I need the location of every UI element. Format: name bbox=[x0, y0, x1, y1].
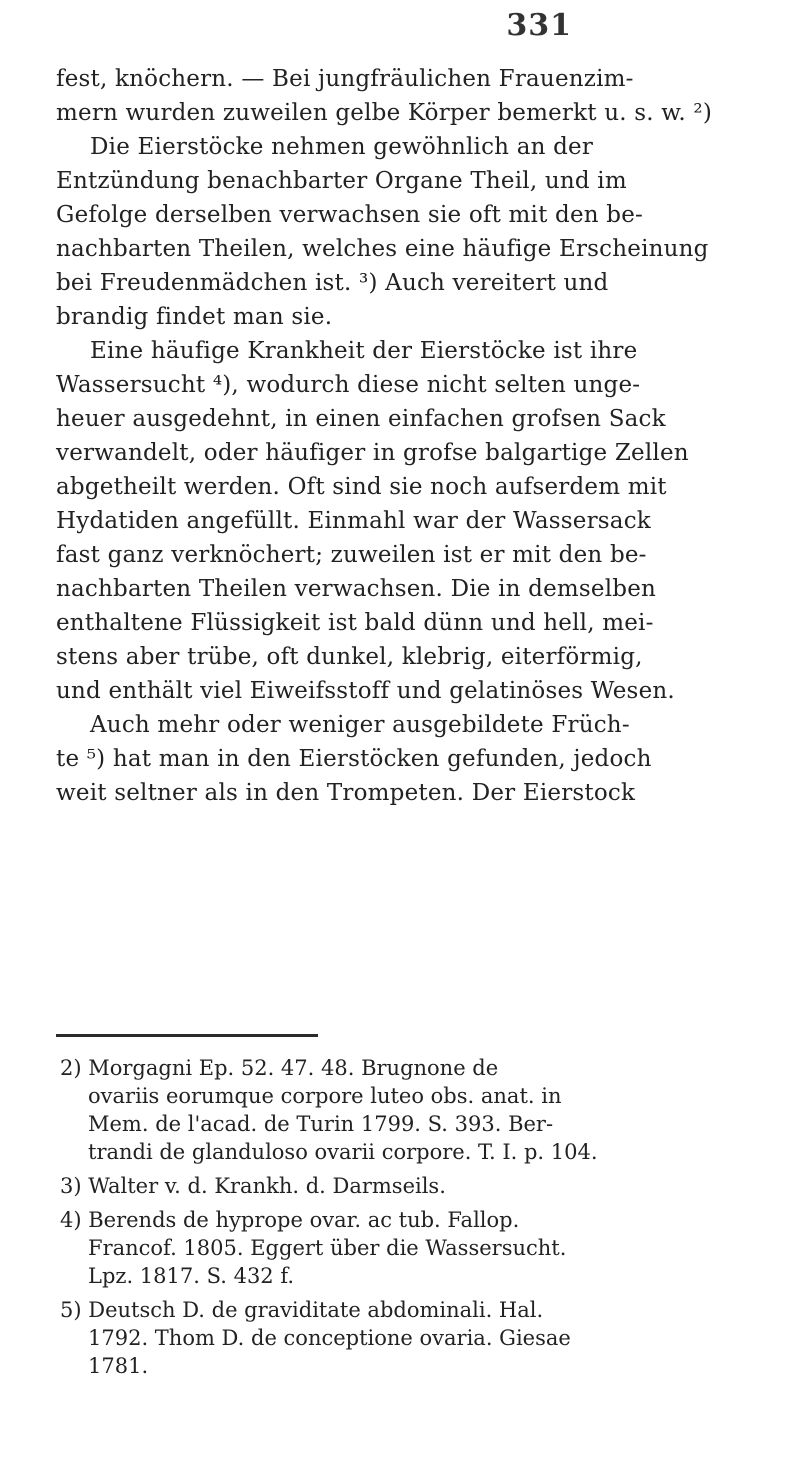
text-line: fast ganz verknöchert; zuweilen ist er mit den be- bbox=[56, 542, 647, 568]
text-line: bei Freudenmädchen ist. ³) Auch vereitert und bbox=[56, 270, 609, 296]
main-text bbox=[56, 62, 756, 810]
footnote-line: 2) Morgagni Ep. 52. 47. 48. Brugnone de bbox=[60, 1056, 499, 1080]
footnote bbox=[60, 1296, 760, 1380]
footnote-line: 1792. Thom D. de conceptione ovaria. Giesae bbox=[88, 1326, 571, 1350]
footnote-divider bbox=[56, 1034, 318, 1037]
text-line: nachbarten Theilen verwachsen. Die in demselben bbox=[56, 576, 657, 602]
text-line: enthaltene Flüssigkeit ist bald dünn und hell, mei- bbox=[56, 610, 654, 636]
footnote bbox=[60, 1054, 760, 1166]
footnote-line: 5) Deutsch D. de graviditate abdominali. Hal. bbox=[60, 1298, 544, 1322]
text-line: Entzündung benachbarter Organe Theil, und im bbox=[56, 168, 627, 194]
text-line: fest, knöchern. — Bei jungfräulichen Frauenzim- bbox=[56, 66, 634, 92]
page-number: 331 bbox=[506, 8, 572, 43]
footnote-line: 1781. bbox=[88, 1354, 149, 1378]
footnote-line: ovariis eorumque corpore luteo obs. anat. in bbox=[88, 1084, 562, 1108]
footnote-line: Francof. 1805. Eggert über die Wassersucht. bbox=[88, 1236, 567, 1260]
text-line: heuer ausgedehnt, in einen einfachen grofsen Sack bbox=[56, 406, 666, 432]
footnote-line: 4) Berends de hyprope ovar. ac tub. Fallop. bbox=[60, 1208, 520, 1232]
text-line: Die Eierstöcke nehmen gewöhnlich an der bbox=[90, 134, 594, 160]
text-line: und enthält viel Eiweifsstoff und gelatinöses Wesen. bbox=[56, 678, 675, 704]
text-line: brandig findet man sie. bbox=[56, 304, 333, 330]
text-line: te ⁵) hat man in den Eierstöcken gefunden, jedoch bbox=[56, 746, 652, 772]
footnote-line: Mem. de l'acad. de Turin 1799. S. 393. Ber- bbox=[88, 1112, 554, 1136]
text-line: Gefolge derselben verwachsen sie oft mit den be- bbox=[56, 202, 644, 228]
text-line: Hydatiden angefüllt. Einmahl war der Wassersack bbox=[56, 508, 651, 534]
text-line: stens aber trübe, oft dunkel, klebrig, eiterförmig, bbox=[56, 644, 643, 670]
text-line: Eine häufige Krankheit der Eierstöcke ist ihre bbox=[90, 338, 638, 364]
text-line: Wassersucht ⁴), wodurch diese nicht selten unge- bbox=[56, 372, 641, 398]
footnote-line: 3) Walter v. d. Krankh. d. Darmseils. bbox=[60, 1174, 446, 1198]
text-line: weit seltner als in den Trompeten. Der Eierstock bbox=[56, 780, 636, 806]
text-line: Auch mehr oder weniger ausgebildete Früch- bbox=[90, 712, 630, 738]
text-line: mern wurden zuweilen gelbe Körper bemerkt u. s. w. ²) bbox=[56, 100, 713, 126]
text-line: nachbarten Theilen, welches eine häufige Erscheinung bbox=[56, 236, 709, 262]
footnote bbox=[60, 1172, 760, 1200]
footnote-line: Lpz. 1817. S. 432 f. bbox=[88, 1264, 295, 1288]
text-line: abgetheilt werden. Oft sind sie noch aufserdem mit bbox=[56, 474, 667, 500]
footnotes bbox=[60, 1054, 760, 1386]
text-line: verwandelt, oder häufiger in grofse balgartige Zellen bbox=[56, 440, 689, 466]
footnote-line: trandi de glanduloso ovarii corpore. T. I. p. 104. bbox=[88, 1140, 598, 1164]
footnote bbox=[60, 1206, 760, 1290]
